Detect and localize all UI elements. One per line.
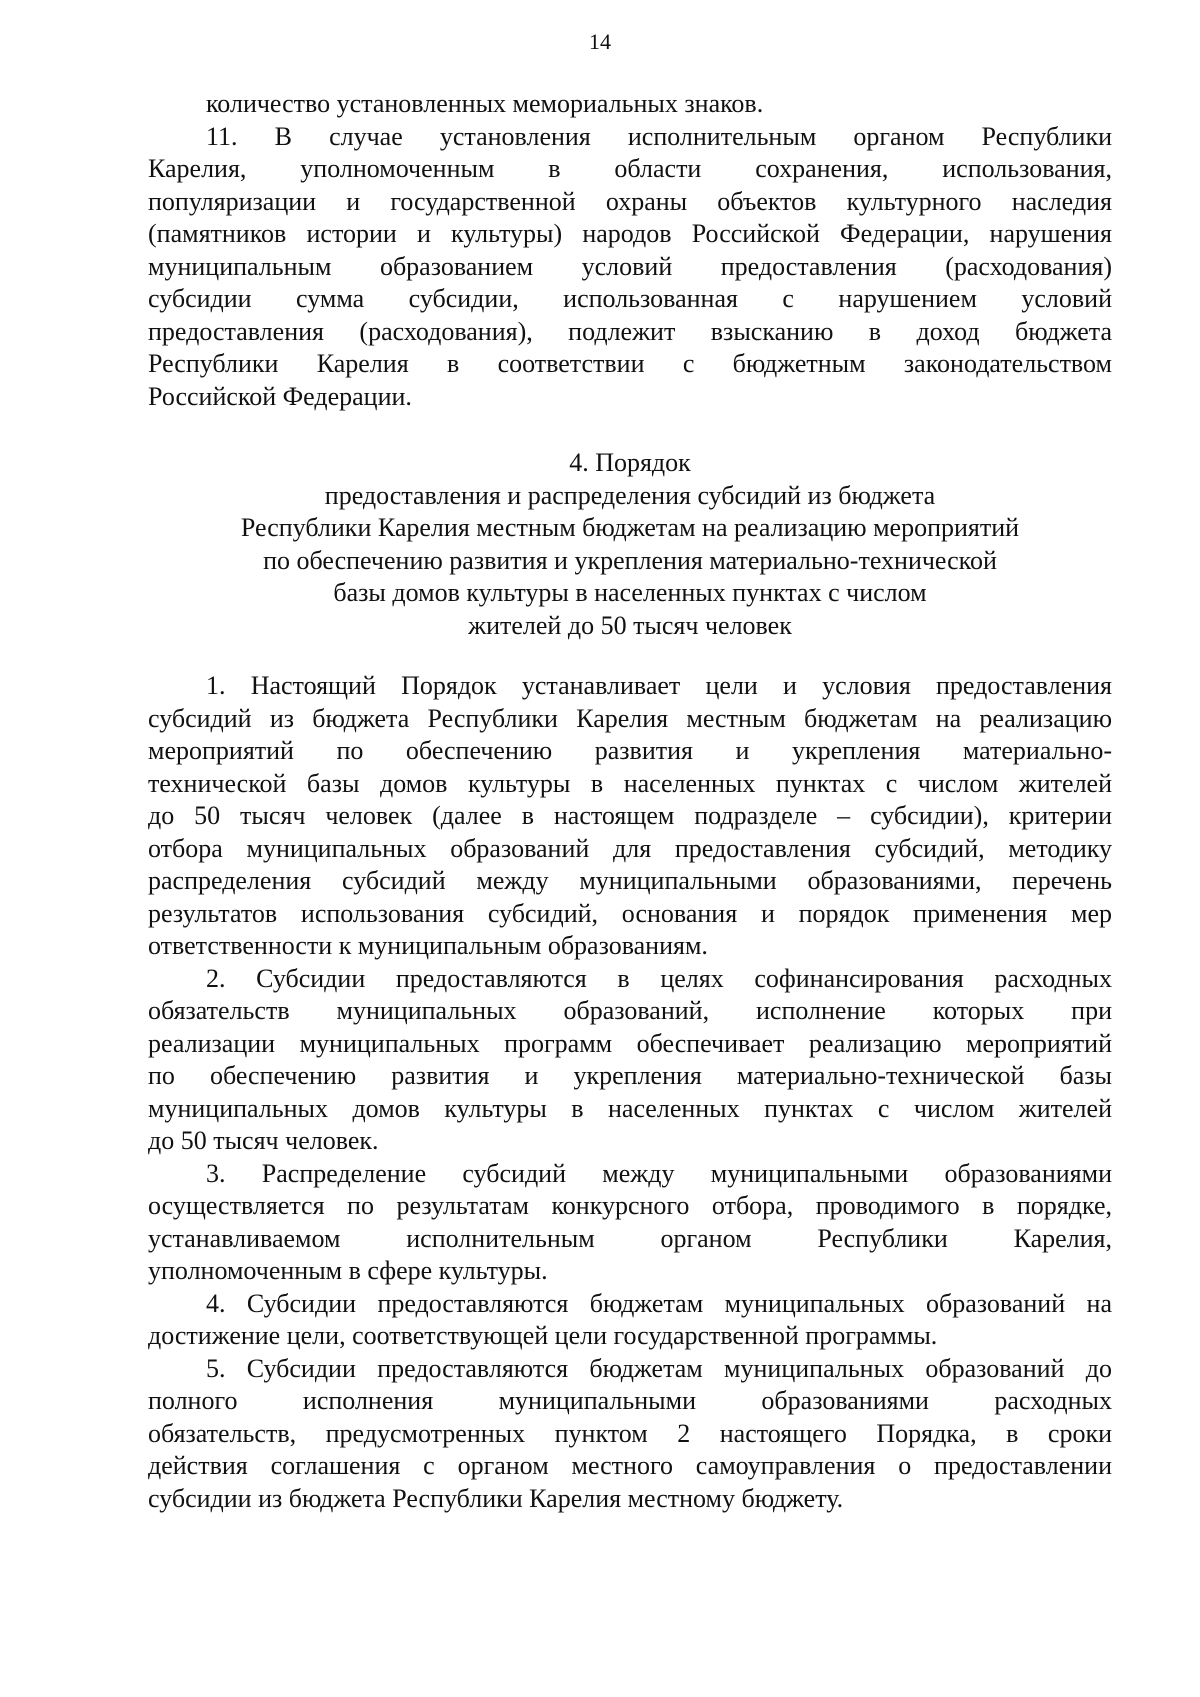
paragraph-4: [148, 1288, 1112, 1353]
section-heading-line: жителей до 50 тысяч человек: [468, 610, 792, 640]
paragraph-line: достижение цели, соответствующей цели государственной программы.: [148, 1321, 938, 1350]
paragraph-line: полного исполнения муниципальными образованиями расходных: [148, 1386, 1112, 1415]
paragraph-line: муниципальным образованием условий предоставления (расходования): [148, 251, 1112, 281]
paragraph-line: до 50 тысяч человек.: [148, 1126, 379, 1155]
paragraph-line: распределения субсидий между муниципальными образованиями, перечень: [148, 866, 1112, 895]
section-heading: [148, 447, 1112, 642]
paragraph-line: 3. Распределение субсидий между муниципальными образованиями: [206, 1158, 1112, 1188]
paragraph-line: результатов использования субсидий, основания и порядок применения мер: [148, 898, 1112, 928]
paragraph-line: (памятников истории и культуры) народов Российской Федерации, нарушения: [148, 219, 1112, 248]
section-heading-line: Республики Карелия местным бюджетам на реализацию мероприятий: [240, 513, 1020, 542]
paragraph-line: до 50 тысяч человек (далее в настоящем подразделе – субсидии), критерии: [148, 801, 1112, 830]
paragraph-line: реализации муниципальных программ обеспечивает реализацию мероприятий: [148, 1028, 1112, 1058]
paragraph-line: Карелия, уполномоченным в области сохранения, использования,: [148, 154, 1112, 183]
paragraph-line: по обеспечению развития и укрепления материально-технической базы: [148, 1061, 1112, 1090]
paragraph-line: технической базы домов культуры в населенных пунктах с числом жителей: [148, 768, 1112, 798]
paragraph-line: устанавливаемом исполнительным органом Республики Карелия,: [148, 1223, 1112, 1253]
paragraph-line: субсидии сумма субсидии, использованная с нарушением условий: [148, 284, 1112, 313]
paragraph-11: [148, 121, 1112, 414]
paragraph-line: обязательств, предусмотренных пунктом 2 настоящего Порядка, в сроки: [148, 1418, 1112, 1448]
paragraph-line: субсидии из бюджета Республики Карелия местному бюджету.: [148, 1483, 844, 1513]
paragraph-line: субсидий из бюджета Республики Карелия местным бюджетам на реализацию: [148, 703, 1112, 733]
paragraph-line: 5. Субсидии предоставляются бюджетам муниципальных образований до: [206, 1353, 1112, 1383]
section-heading-line: базы домов культуры в населенных пунктах с числом: [333, 578, 927, 607]
paragraph-line: действия соглашения с органом местного самоуправления о предоставлении: [148, 1451, 1112, 1480]
paragraph-5: [148, 1353, 1112, 1516]
paragraph-carry-over: [148, 88, 1112, 121]
paragraph-line: уполномоченным в сфере культуры.: [148, 1256, 548, 1285]
paragraph-line: мероприятий по обеспечению развития и укрепления материально-: [148, 736, 1112, 765]
section-heading-line: по обеспечению развития и укрепления материально-технической: [263, 545, 997, 575]
paragraph-2: [148, 963, 1112, 1158]
paragraph-line: обязательств муниципальных образований, исполнение которых при: [148, 996, 1112, 1025]
section-heading-number: 4. Порядок: [569, 448, 691, 477]
paragraph-line: ответственности к муниципальным образованиям.: [148, 931, 708, 960]
page-number: 14: [589, 29, 611, 54]
paragraph-line: осуществляется по результатам конкурсного отбора, проводимого в порядке,: [148, 1191, 1112, 1220]
paragraph-line: популяризации и государственной охраны объектов культурного наследия: [148, 186, 1112, 216]
paragraph-line: 11. В случае установления исполнительным органом Республики: [206, 121, 1112, 151]
document-body: [148, 88, 1112, 1515]
paragraph-3: [148, 1158, 1112, 1288]
paragraph-line: Республики Карелия в соответствии с бюджетным законодательством: [148, 349, 1112, 378]
paragraph-line: Российской Федерации.: [148, 381, 412, 411]
paragraph-line: муниципальных домов культуры в населенных пунктах с числом жителей: [148, 1093, 1112, 1123]
paragraph-line: предоставления (расходования), подлежит взысканию в доход бюджета: [148, 316, 1112, 346]
paragraph-1: [148, 670, 1112, 963]
section-heading-line: предоставления и распределения субсидий из бюджета: [324, 480, 936, 510]
paragraph-line: количество установленных мемориальных знаков.: [206, 89, 764, 118]
paragraph-line: 4. Субсидии предоставляются бюджетам муниципальных образований на: [206, 1288, 1112, 1318]
paragraph-line: 2. Субсидии предоставляются в целях софинансирования расходных: [206, 963, 1112, 993]
paragraph-line: 1. Настоящий Порядок устанавливает цели и условия предоставления: [206, 671, 1112, 700]
paragraph-line: отбора муниципальных образований для предоставления субсидий, методику: [148, 833, 1112, 863]
